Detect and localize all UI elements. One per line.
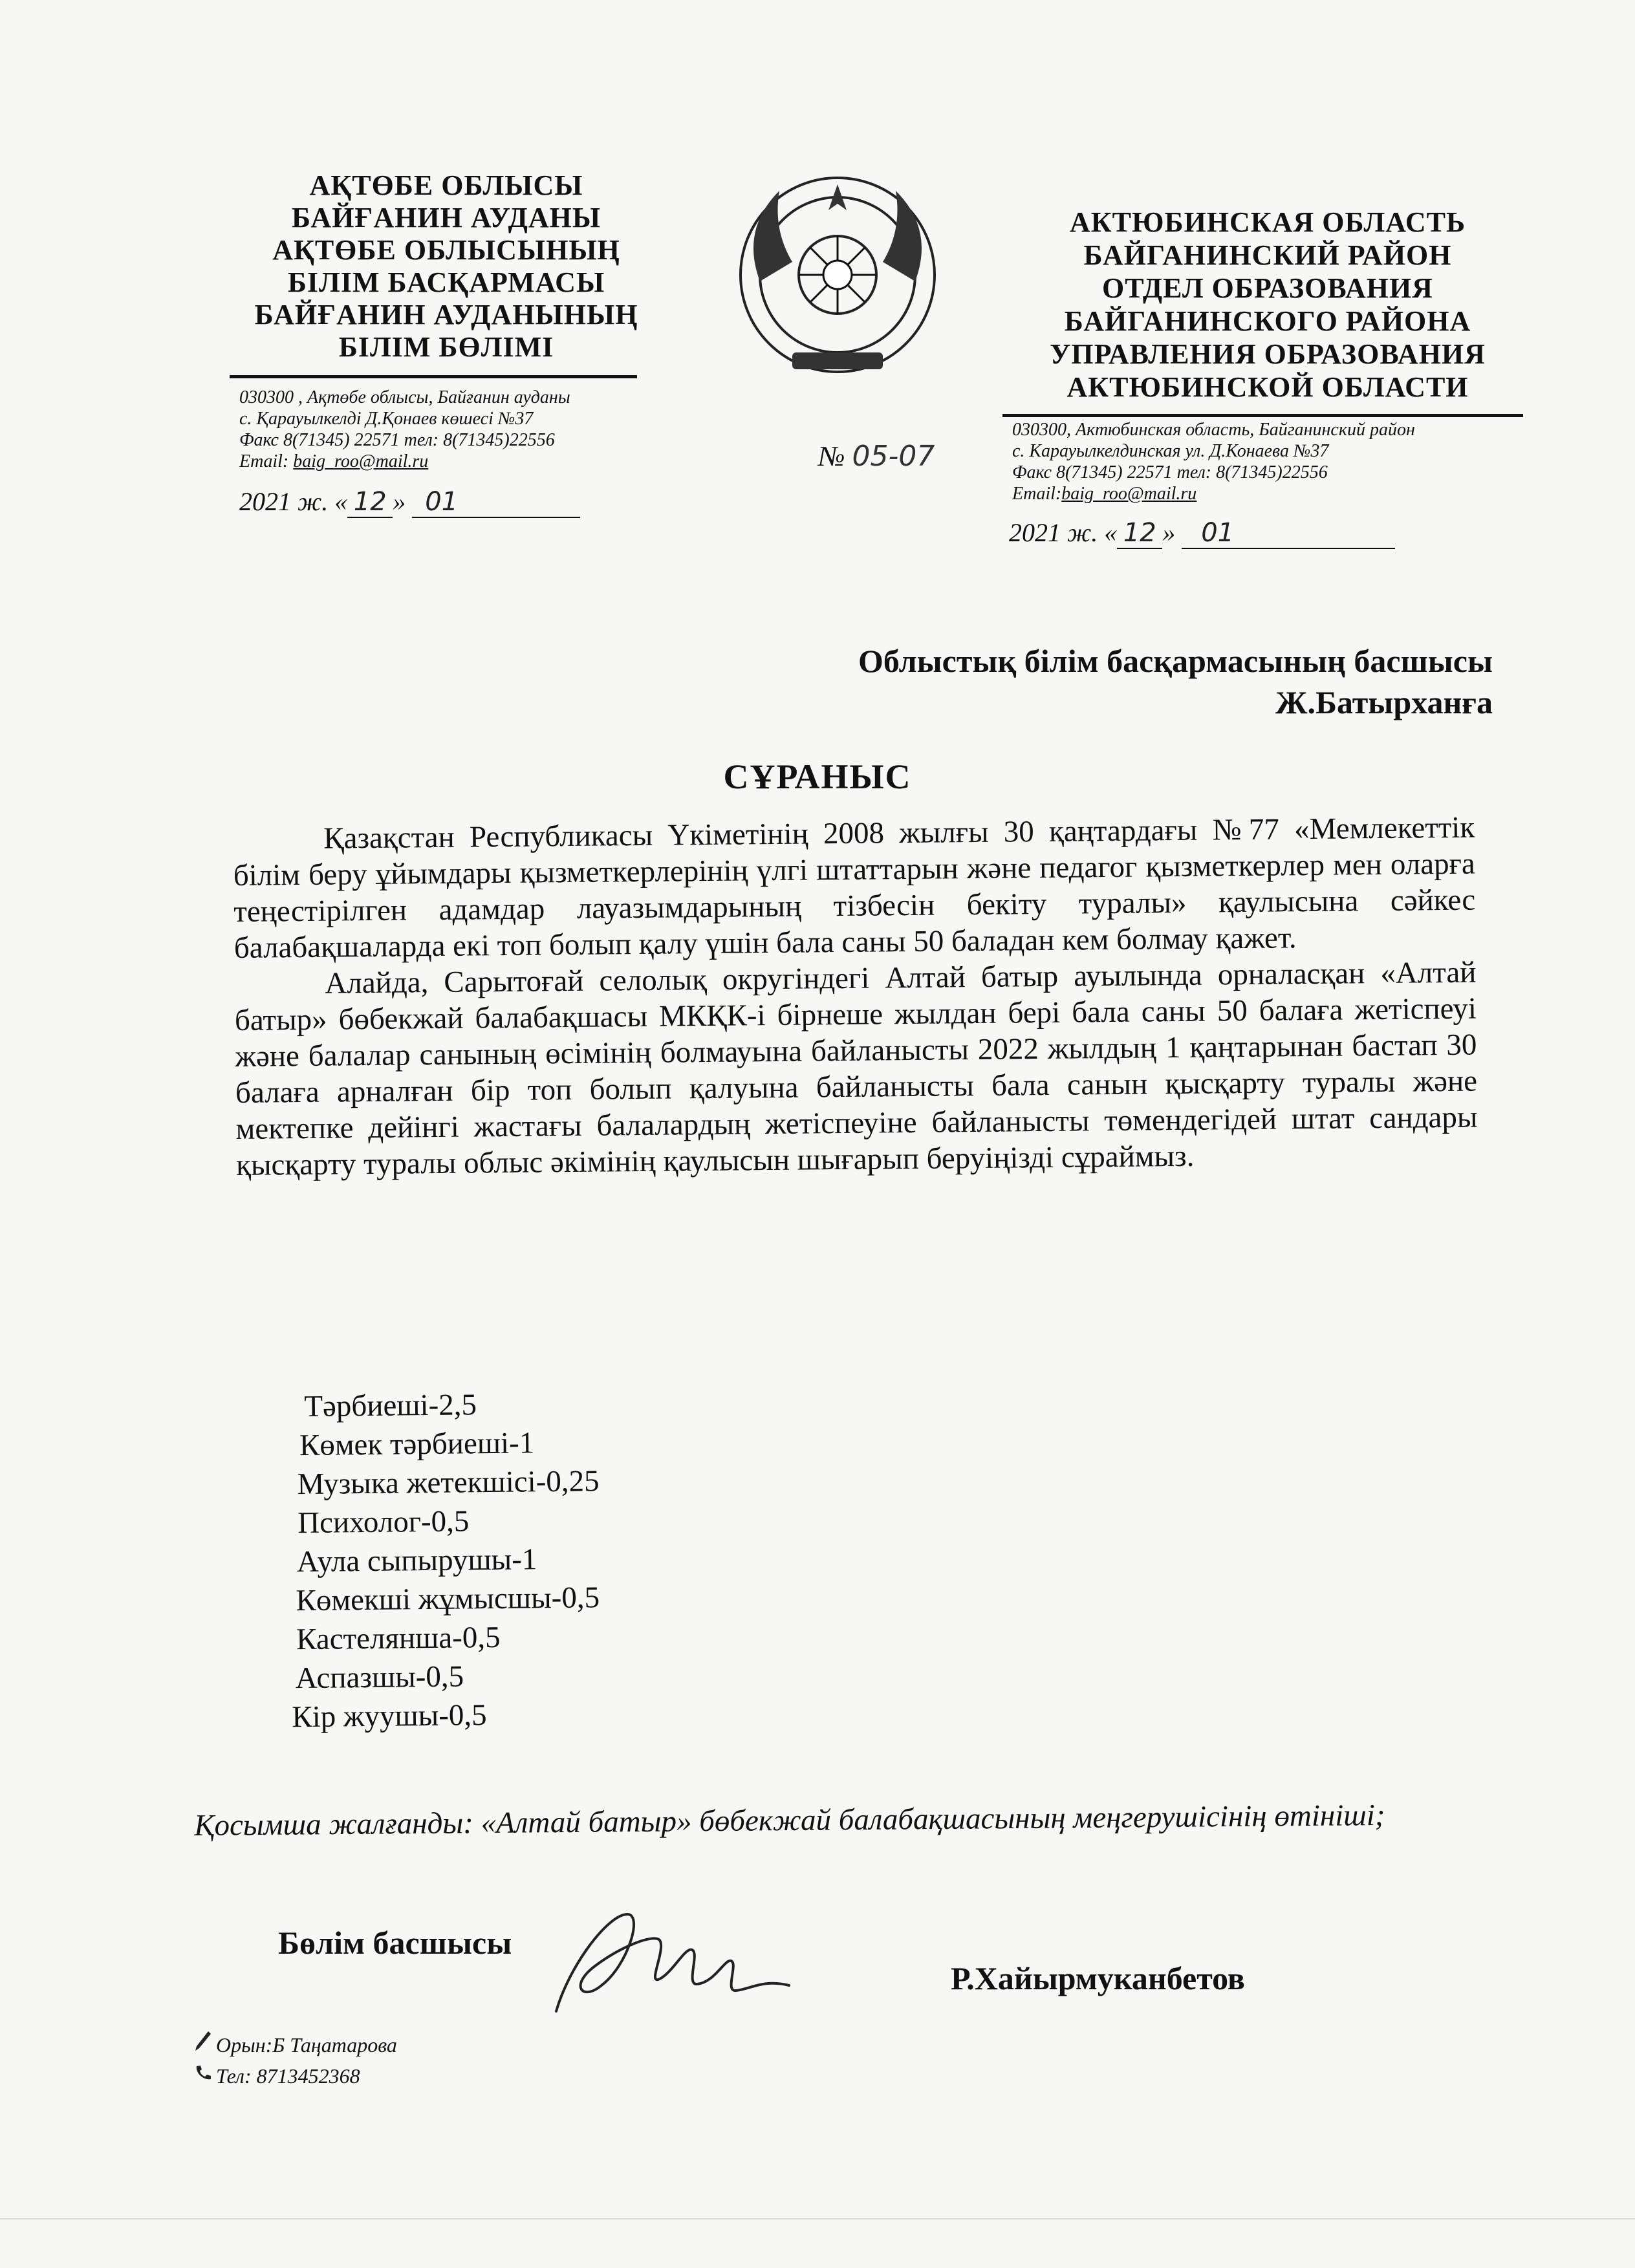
- header-ru-rule: [1002, 414, 1523, 417]
- contact-kz-street: с. Қарауылкелді Д.Қонаев көшесі №37: [239, 409, 534, 429]
- staff-item: Кастелянша-0,5: [296, 1620, 501, 1657]
- contact-kz-email-label: Email:: [239, 451, 289, 471]
- date-kz-day: 12: [353, 487, 387, 517]
- contact-ru-email-link[interactable]: baig_roo@mail.ru: [1061, 484, 1197, 504]
- date-ru: [1009, 517, 1395, 549]
- contact-ru-phone: Факс 8(71345) 22571 тел: 8(71345)22556: [1012, 462, 1328, 482]
- date-kz-month: 01: [425, 487, 459, 517]
- contact-ru-email-label: Email:: [1012, 484, 1062, 504]
- reg-number: [818, 440, 935, 473]
- header-ru-line: ОТДЕЛ ОБРАЗОВАНИЯ: [1102, 272, 1433, 304]
- staff-item: Музыка жетекшісі-0,25: [297, 1464, 600, 1502]
- executor-name: Орын:Б Таңатарова: [216, 2033, 397, 2057]
- header-ru-line: АКТЮБИНСКОЙ ОБЛАСТИ: [1067, 371, 1469, 403]
- header-ru-line: АКТЮБИНСКАЯ ОБЛАСТЬ: [1069, 206, 1466, 238]
- signatory-name: Р.Хайырмуканбетов: [951, 1960, 1245, 1996]
- addressee-position: Облыстық білім басқармасының басшысы: [858, 643, 1493, 679]
- contact-kz: [239, 387, 570, 472]
- header-kz-line: БІЛІМ БАСҚАРМАСЫ: [287, 266, 605, 298]
- staff-item: Аула сыпырушы-1: [296, 1542, 537, 1579]
- date-kz-sep: »: [393, 487, 406, 516]
- scan-edge: [0, 2218, 1635, 2219]
- contact-kz-email-row: [239, 451, 570, 472]
- contact-ru-address: 030300, Актюбинская область, Байганинский район: [1012, 420, 1415, 440]
- addressee: [858, 640, 1493, 723]
- header-kz: [233, 169, 660, 363]
- executor-phone-row: [194, 2060, 397, 2091]
- pen-icon: [194, 2029, 216, 2060]
- attachment-note: Қосымша жалғанды: «Алтай батыр» бөбекжай балабақшасының меңгерушісінің өтініші;: [194, 1798, 1385, 1842]
- header-ru-line: УПРАВЛЕНИЯ ОБРАЗОВАНИЯ: [1050, 338, 1486, 370]
- date-ru-sep: »: [1162, 518, 1176, 547]
- date-ru-day: 12: [1123, 518, 1156, 548]
- executor-block: [194, 2029, 397, 2091]
- reg-number-label: №: [818, 440, 845, 472]
- header-ru-line: БАЙГАНИНСКОГО РАЙОНА: [1064, 305, 1471, 337]
- body-paragraph: Алайда, Сарытоғай селолық округіндегі Алтай батыр ауылында орналасқан «Алтай батыр» бөбекжай балабақшасы МКҚК-і бірнеше жылдан бері бала саны 50 балаға жетіспеуі және балалар санының өсімінің болмауына байланысты 2022 жылдың 1 қаңтарынан бастап 30 балаға арналған бір топ болып қалуына байланысты бала санын қысқарту туралы және мектепке дейінгі жастағы балалардың жетіспеуіне байланысты төмендегідей штат сандары қысқарту туралы облыс әкімінің қаулысын шығарып беруіңізді сұраймыз.: [234, 955, 1478, 1182]
- reg-number-value: 05-07: [852, 440, 935, 473]
- contact-kz-phone: Факс 8(71345) 22571 тел: 8(71345)22556: [239, 430, 555, 450]
- body-paragraph: Қазақстан Республикасы Үкіметінің 2008 жылғы 30 қаңтардағы №77 «Мемлекеттік білім беру ұйымдары қызметкерлерінің үлгі штаттарын және педагог қызметкерлер мен оларға теңестірілген адамдар лауазымдарының тізбесін бекіту туралы» қаулысына сәйкес балабақшаларда екі топ болып қалу үшін бала саны 50 баладан кем болмау қажет.: [233, 810, 1476, 965]
- contact-kz-email-link[interactable]: baig_roo@mail.ru: [293, 451, 429, 471]
- contact-ru-email-row: [1012, 483, 1415, 504]
- staff-item: Кір жуушы-0,5: [292, 1698, 487, 1734]
- contact-ru: [1012, 419, 1415, 504]
- staff-item: Аспазшы-0,5: [295, 1659, 464, 1696]
- header-kz-rule: [230, 375, 637, 378]
- header-kz-line: БАЙҒАНИН АУДАНЫ: [291, 202, 601, 233]
- signatory-title: Бөлім басшысы: [278, 1925, 512, 1961]
- header-ru: [1022, 206, 1513, 404]
- letter-body: [233, 810, 1478, 1183]
- header-ru-line: БАЙГАНИНСКИЙ РАЙОН: [1083, 239, 1452, 271]
- handwritten-signature: [530, 1888, 802, 2031]
- state-emblem-icon: [721, 158, 954, 391]
- date-kz-prefix: 2021 ж. «: [239, 487, 348, 516]
- document-title: СҰРАНЫС: [723, 757, 912, 796]
- staff-item: Көмекші жұмысшы-0,5: [296, 1581, 600, 1618]
- staff-item: Көмек тәрбиеші-1: [299, 1426, 535, 1463]
- date-ru-prefix: 2021 ж. «: [1009, 518, 1118, 547]
- date-ru-month: 01: [1201, 518, 1235, 548]
- date-kz: [239, 486, 580, 518]
- phone-icon: [194, 2060, 216, 2091]
- staff-item: Психолог-0,5: [297, 1504, 470, 1540]
- addressee-name: Ж.Батырханға: [1275, 684, 1493, 720]
- header-kz-line: БАЙҒАНИН АУДАНЫНЫҢ: [254, 299, 638, 330]
- header-kz-line: АҚТӨБЕ ОБЛЫСЫНЫҢ: [272, 234, 620, 266]
- contact-ru-street: с. Карауылкелдинская ул. Д.Конаева №37: [1012, 441, 1329, 461]
- header-kz-line: БІЛІМ БӨЛІМІ: [338, 331, 554, 363]
- staff-list: [292, 1384, 602, 1736]
- staff-item: Тәрбиеші-2,5: [304, 1388, 477, 1423]
- executor-phone: Тел: 8713452368: [216, 2064, 360, 2088]
- executor-name-row: [194, 2029, 397, 2060]
- header-kz-line: АҚТӨБЕ ОБЛЫСЫ: [309, 169, 583, 201]
- contact-kz-address: 030300 , Ақтөбе облысы, Байғанин ауданы: [239, 387, 570, 407]
